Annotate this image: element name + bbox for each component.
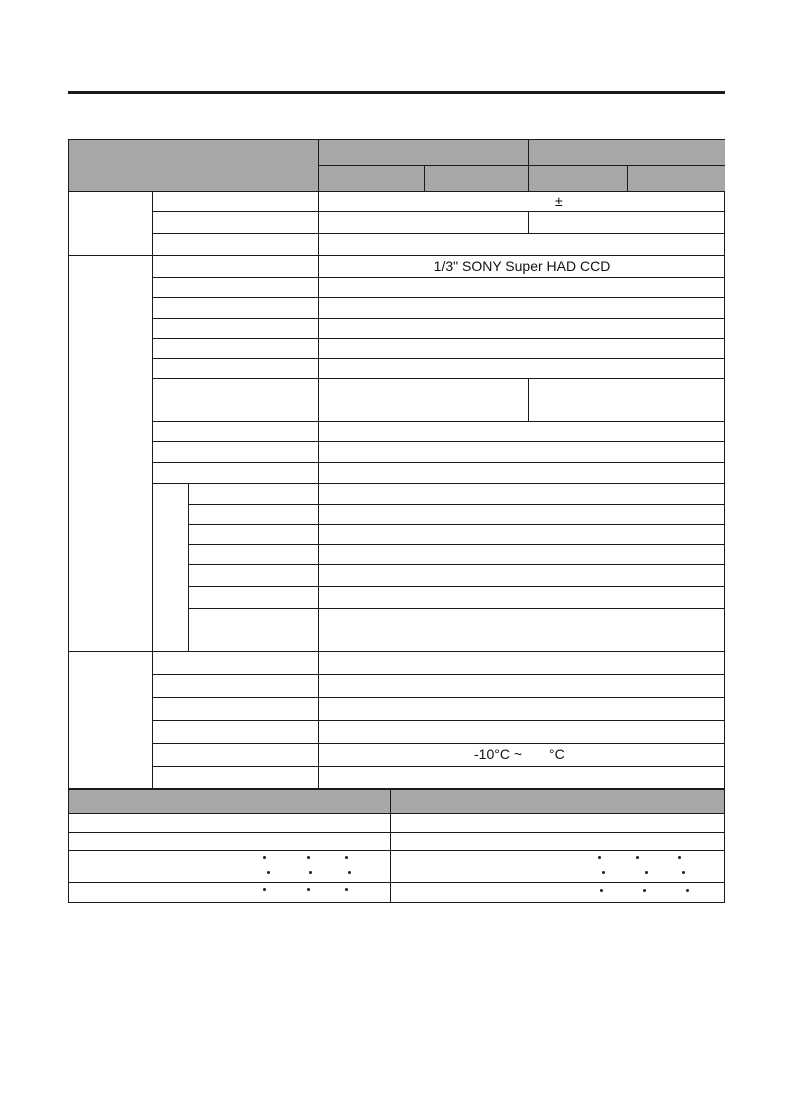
group-label-cell <box>69 652 153 789</box>
spec-value-cell <box>319 545 725 565</box>
spec-value-cell <box>319 339 725 359</box>
spec-value-cell <box>319 698 725 721</box>
spec-value-cell-a <box>319 212 529 234</box>
accessories-header-right <box>391 790 724 814</box>
bullet-dot <box>345 856 348 859</box>
spec-label-cell <box>189 565 319 587</box>
accessories-cell <box>69 851 391 883</box>
bullet-dot <box>263 888 266 891</box>
bullet-dot <box>645 871 648 874</box>
operating-temp-prefix: -10°C ~ <box>474 746 523 762</box>
spec-label-cell <box>153 319 319 339</box>
spec-value-cell <box>319 767 725 789</box>
table-subheader-b2 <box>628 166 725 192</box>
bullet-dot <box>307 888 310 891</box>
spec-value-cell <box>319 422 725 442</box>
table-header-model-a <box>319 140 529 166</box>
subgroup-label-cell <box>153 484 189 652</box>
bullet-dot <box>600 889 603 892</box>
table-header-model-b <box>529 140 725 166</box>
spec-value-cell <box>319 359 725 379</box>
spec-value-cell <box>319 505 725 525</box>
spec-label-cell <box>153 698 319 721</box>
table-subheader-a1 <box>319 166 425 192</box>
accessories-cell <box>391 833 724 851</box>
spec-label-cell <box>153 256 319 278</box>
spec-value-cell <box>319 319 725 339</box>
bullet-dot <box>309 871 312 874</box>
bullet-dot <box>307 856 310 859</box>
spec-label-cell <box>153 234 319 256</box>
spec-value-cell <box>319 463 725 484</box>
accessories-cell <box>69 814 391 833</box>
accessories-cell <box>69 833 391 851</box>
spec-value-cell <box>319 442 725 463</box>
specifications-table <box>68 139 725 789</box>
spec-label-cell <box>189 525 319 545</box>
bullet-dot <box>678 856 681 859</box>
spec-value-cell <box>319 256 725 278</box>
bullet-dot <box>348 871 351 874</box>
operating-temp-suffix: °C <box>549 746 565 762</box>
group-label-cell <box>69 256 153 652</box>
bullet-dot <box>636 856 639 859</box>
group-label-cell <box>69 192 153 256</box>
spec-label-cell <box>153 721 319 744</box>
spec-value-cell <box>319 652 725 675</box>
spec-label-cell <box>153 767 319 789</box>
accessories-cell <box>391 851 724 883</box>
bullet-dot <box>643 889 646 892</box>
spec-value-cell-b <box>529 212 725 234</box>
spec-label-cell <box>153 298 319 319</box>
accessories-cell <box>391 814 724 833</box>
table-subheader-a2 <box>425 166 529 192</box>
accessories-table <box>68 789 725 903</box>
bullet-dot <box>682 871 685 874</box>
spec-value-cell <box>319 278 725 298</box>
spec-value-cell-a <box>319 379 529 422</box>
bullet-dot <box>598 856 601 859</box>
bullet-dot <box>602 871 605 874</box>
spec-label-cell <box>153 463 319 484</box>
spec-label-cell <box>189 484 319 505</box>
spec-label-cell <box>153 744 319 767</box>
bullet-dot <box>686 889 689 892</box>
spec-label-cell <box>189 609 319 652</box>
spec-value-cell <box>319 721 725 744</box>
spec-label-cell <box>153 379 319 422</box>
spec-value-cell <box>319 192 725 212</box>
page-header-rule <box>68 91 725 94</box>
spec-label-cell <box>189 545 319 565</box>
spec-label-cell <box>189 505 319 525</box>
bullet-dot <box>345 888 348 891</box>
spec-label-cell <box>153 675 319 698</box>
spec-value-cell-b <box>529 379 725 422</box>
spec-label-cell <box>153 442 319 463</box>
accessories-cell <box>391 883 724 902</box>
spec-value-cell <box>319 587 725 609</box>
spec-value-cell <box>319 609 725 652</box>
spec-label-cell <box>153 339 319 359</box>
bullet-dot <box>267 871 270 874</box>
plus-minus-symbol: ± <box>555 193 563 209</box>
spec-value-cell <box>319 675 725 698</box>
spec-label-cell <box>153 359 319 379</box>
table-header-corner <box>69 140 319 192</box>
spec-value-cell <box>319 298 725 319</box>
spec-value-cell <box>319 565 725 587</box>
bullet-dot <box>263 856 266 859</box>
accessories-cell <box>69 883 391 902</box>
spec-value-cell <box>319 484 725 505</box>
table-subheader-b1 <box>529 166 628 192</box>
spec-label-cell <box>153 422 319 442</box>
spec-label-cell <box>153 652 319 675</box>
spec-label-cell <box>189 587 319 609</box>
spec-label-cell <box>153 212 319 234</box>
spec-value-cell <box>319 744 725 767</box>
image-sensor-value: 1/3" SONY Super HAD CCD <box>433 258 611 274</box>
spec-value-cell <box>319 525 725 545</box>
accessories-header-left <box>69 790 391 814</box>
spec-value-cell <box>319 234 725 256</box>
spec-label-cell <box>153 278 319 298</box>
spec-label-cell <box>153 192 319 212</box>
